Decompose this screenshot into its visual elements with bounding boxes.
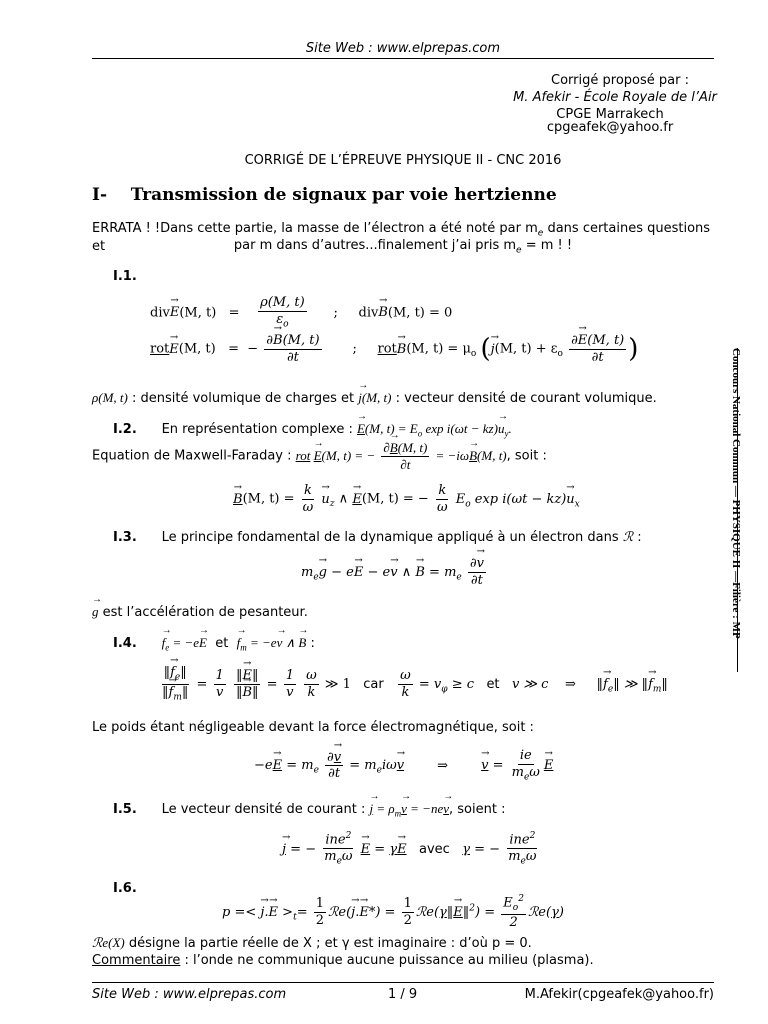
footer-author: M.Afekir(cpgeafek@yahoo.fr) xyxy=(524,987,714,1002)
q-i2-label: I.2. xyxy=(113,422,137,437)
footer-page-number: 1 / 9 xyxy=(388,987,418,1002)
force-ratio-eq: $\frac{‖\to f_e‖}{‖\to f_m‖}$ = $\frac{1}{v}$ $\frac{‖\to E‖}{‖\to B‖}$ = $\frac{1}{v}$ $\frac{\omega}{k}$ ≫ 1 car $\frac{\omega}{k}$ = $v_\varphi \ge c$ et v ≫ c ⇒ ‖→ $f_e‖$ ≫ ‖→ $f_m‖$ xyxy=(158,666,668,703)
rho-definition: : densité volumique de charges et xyxy=(131,391,355,406)
rho-j-definitions: ρ(M, t) : densité volumique de charges et → j(M, t) : vecteur densité de courant volumique. xyxy=(92,390,714,406)
g-definition-line: → g est l’accélération de pesanteur. xyxy=(92,604,308,620)
header-site: Site Web : www.elprepas.com xyxy=(305,41,501,56)
q-i3-intro: I.3. Le principe fondamental de la dynamique appliqué à un électron dans ℛ : xyxy=(113,529,642,545)
maxwell-gauss-eq: div→ E(M, t) = $\frac{\rho(M, t)}{\varepsilon_o}$ ; div→ B(M, t) = 0 xyxy=(150,296,452,330)
footer-site: Site Web : www.elprepas.com xyxy=(92,987,287,1002)
errata-line-2: par m dans d’autres...finalement j’ai pris $m_e = m$ ! ! xyxy=(233,238,573,256)
poids-line: Le poids étant négligeable devant la force électromagnétique, soit : xyxy=(92,720,534,735)
q-i5-intro: I.5. Le vecteur densité de courant : → $j = \rho_m\to v = -ne\to v$, soient : xyxy=(113,801,713,819)
i2-intro-text: En représentation complexe : xyxy=(161,422,353,437)
re-definition: désigne la partie réelle de X ; et γ est imaginaire : d’où p = 0. xyxy=(128,936,532,951)
velocity-eq: $-e\to E = m_e$ $\frac{\partial\to v}{\partial t}$ = $m_ei\omega\to v$ ⇒ → v = $\frac{ie}{m_e\omega}$ → E xyxy=(254,749,553,783)
comment-label: Commentaire xyxy=(92,953,181,968)
g-definition: est l’accélération de pesanteur. xyxy=(102,605,308,620)
errata-line-1: ERRATA ! !Dans cette partie, la masse de l’électron a été noté par $m_e$ dans certaines questions et xyxy=(92,221,711,254)
side-banner: Concours National Commun — PHYSIQUE II —Filière : MP xyxy=(730,348,742,639)
q-i1-label: I.1. xyxy=(113,269,137,284)
errata-text-2: par m dans d’autres...finalement j’ai pris m xyxy=(233,238,517,253)
b-field-eq: → B(M, t) = $\frac{k}{\omega}$ → $u_z$ ∧ → E(M, t) = − $\frac{k}{\omega}$ $E_o$ $\exp i(\omega t - kz)\to u_x$ xyxy=(233,484,580,514)
section-heading xyxy=(92,185,557,205)
q-i4-label: I.4. xyxy=(113,636,137,651)
errata-tail-2: = m ! ! xyxy=(525,238,573,253)
credit-line-1: Corrigé proposé par : xyxy=(551,73,689,88)
i5-avec: avec xyxy=(419,842,450,857)
credit-line-2: M. Afekir - École Royale de l’Air xyxy=(513,90,717,105)
i3-intro-text: Le principe fondamental de la dynamique appliqué à un électron dans xyxy=(161,530,619,545)
maxwell-rot-eq: rot→ E(M, t) = − $\frac{\partial\to B(M, t)}{\partial t}$ ; rot→ B(M, $t) = \mu_o$ (→ j(M, $t) + \varepsilon_o$ $\frac{\partial\to E(M, t)}{\partial t}$ ) xyxy=(150,334,638,364)
faraday-label: Equation de Maxwell-Faraday : xyxy=(92,448,292,464)
q-i2-intro: I.2. En représentation complexe : → E(M, $t) = E_o$ $\exp i(\omega t - kz)\to u_y$. xyxy=(113,421,713,439)
q-i6-label: I.6. xyxy=(113,881,137,896)
current-density-eq: → j = − $\frac{ine^2}{m_e\omega}$ → E = γ→ E avec γ = − $\frac{ine^2}{m_e\omega}$ xyxy=(282,832,540,867)
i5-soient: , soient : xyxy=(449,802,506,817)
i4-car: car xyxy=(363,677,384,693)
i4-et-2: et xyxy=(486,677,500,693)
credit-line-3: CPGE Marrakech xyxy=(556,107,664,122)
q-i4-intro: I.4. → $f_e = -e\to E$ et → $f_m = -e\to v$ ∧ → B : xyxy=(113,635,713,653)
section-title: Transmission de signaux par voie hertzienne xyxy=(130,185,557,205)
i5-intro-text: Le vecteur densité de courant : xyxy=(161,802,366,817)
q-i5-label: I.5. xyxy=(113,802,137,817)
pfd-eq: $m_e\to g - e\to E - e\to v$ ∧ → $B = m_e$ $\frac{\partial\to v}{\partial t}$ xyxy=(301,557,488,587)
q-i3-label: I.3. xyxy=(113,530,137,545)
i4-et: et xyxy=(215,636,229,651)
comment-text: : l’onde ne communique aucune puissance au milieu (plasma). xyxy=(184,953,594,968)
power-eq: p =< → $j.\to E >_t=$ $\frac{1}{2}$ ℛe(→ j.→ E*) = $\frac{1}{2}$ ℛe(γ‖→ E‖$^2$) = $\frac{E_o^2}{2}$ ℛe(γ) xyxy=(222,895,564,930)
footer-rule xyxy=(92,982,714,983)
faraday-soit: , soit : xyxy=(506,448,547,464)
doc-title: CORRIGÉ DE L’ÉPREUVE PHYSIQUE II - CNC 2016 xyxy=(244,153,562,168)
credit-line-4: cpgeafek@yahoo.fr xyxy=(546,120,674,135)
faraday-line: Equation de Maxwell-Faraday : rot → E(M, t) = − $\frac{\partial\to B(M, t)}{\partial t}$ = −iω→ B(M, t), soit : xyxy=(92,441,714,471)
errata-tail-1: dans certaines questions et xyxy=(92,221,711,254)
errata-text-1: ERRATA ! !Dans cette partie, la masse de l’électron a été noté par m xyxy=(92,221,538,236)
re-definition-line: ℛe(X) désigne la partie réelle de X ; et γ est imaginaire : d’où p = 0. xyxy=(92,935,532,951)
j-definition: : vecteur densité de courant volumique. xyxy=(395,391,657,406)
comment-line xyxy=(92,953,714,968)
header-rule xyxy=(92,58,714,59)
section-number: I- xyxy=(92,185,108,205)
